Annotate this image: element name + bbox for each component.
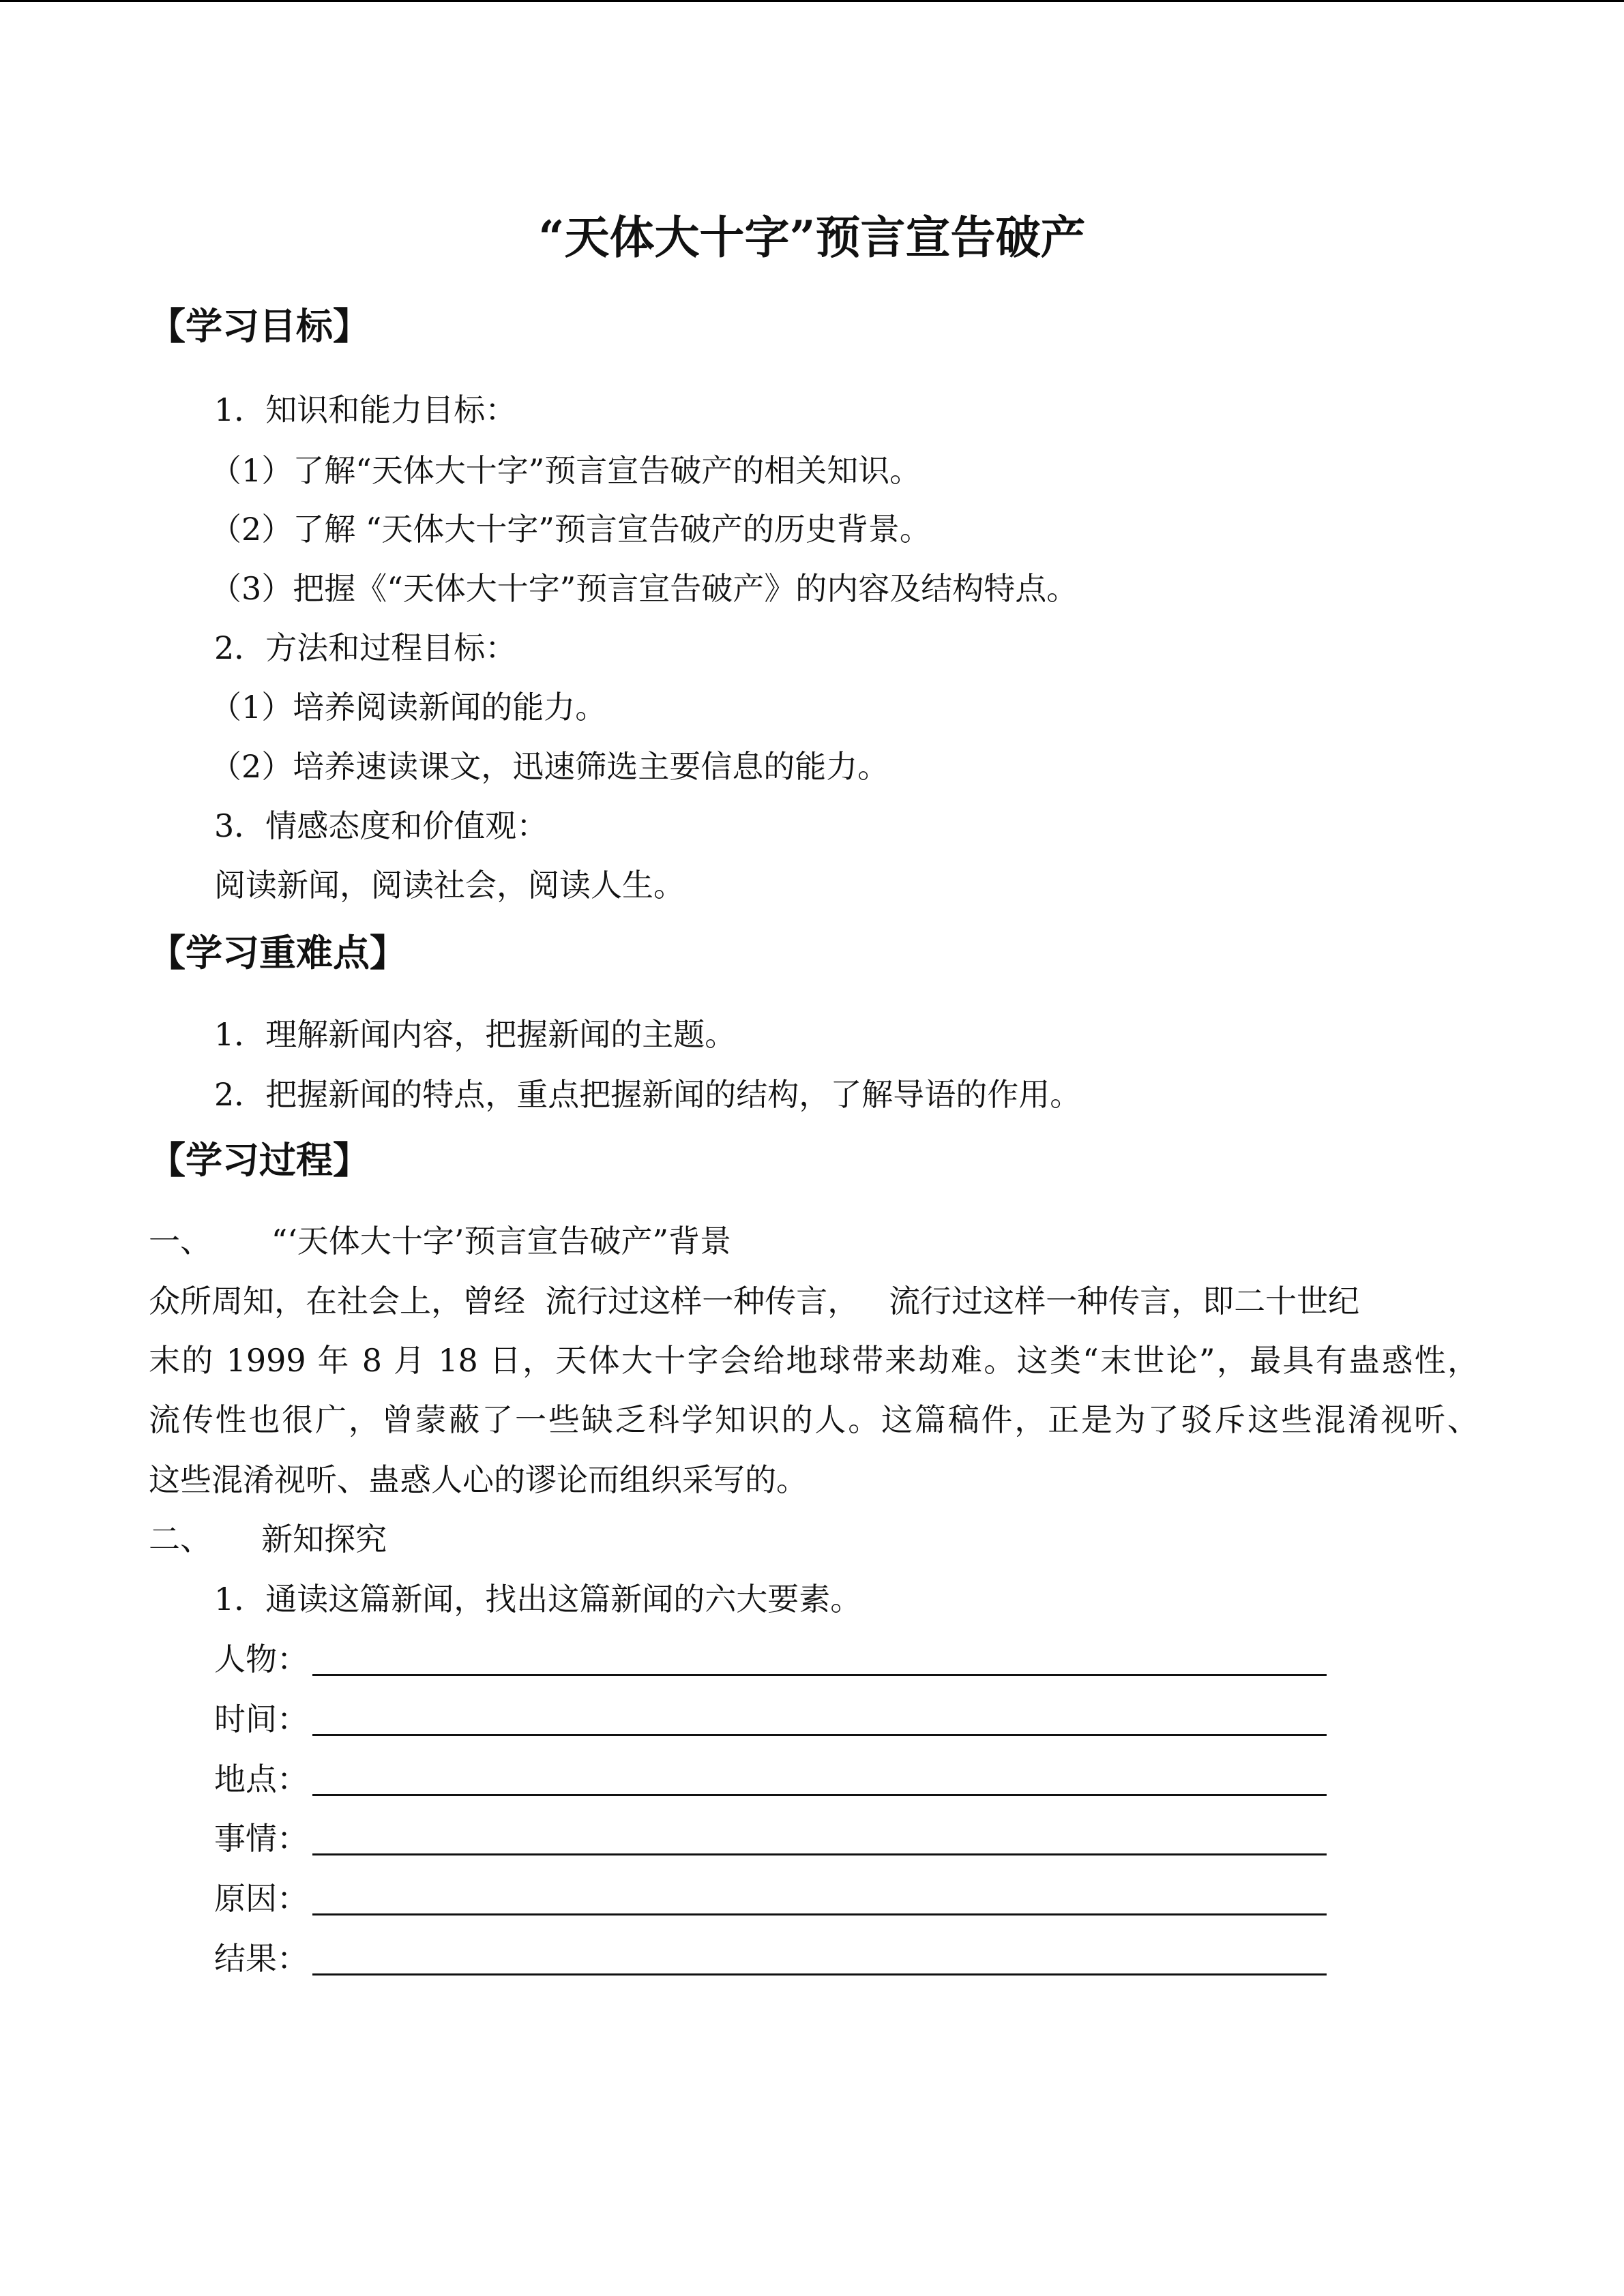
field-line-result[interactable] [312, 1973, 1327, 1976]
field-line-people[interactable] [312, 1674, 1327, 1676]
objective-item-2-1: （1）培养阅读新闻的能力。 [210, 689, 607, 726]
process-part-1-title: 一、 “‘天体大十字’预言宣告破产”背景 [149, 1223, 732, 1259]
key-point-item-2: 2．把握新闻的特点，重点把握新闻的结构，了解导语的作用。 [214, 1076, 1082, 1113]
section-heading-objectives: 【学习目标】 [149, 304, 370, 348]
field-label-time: 时间： [214, 1701, 308, 1738]
document-title: “天体大十字”预言宣告破产 [538, 211, 1086, 264]
objective-item-1-1: （1）了解“天体大十字”预言宣告破产的相关知识。 [210, 452, 921, 489]
objective-item-1-3: （3）把握《“天体大十字”预言宣告破产》的内容及结构特点。 [210, 570, 1078, 607]
section-heading-process: 【学习过程】 [149, 1138, 370, 1182]
process-part-2-title: 二、 新知探究 [149, 1521, 387, 1557]
objective-item-1: 1．知识和能力目标： [214, 391, 517, 428]
objective-item-2-2: （2）培养速读课文，迅速筛选主要信息的能力。 [210, 748, 889, 785]
section-heading-key-points: 【学习重难点】 [149, 931, 407, 974]
field-line-place[interactable] [312, 1794, 1327, 1796]
field-label-event: 事情： [214, 1820, 308, 1857]
field-line-event[interactable] [312, 1853, 1327, 1855]
background-paragraph-line-3: 流传性也很广，曾蒙蔽了一些缺乏科学知识的人。这篇稿件，正是为了驳斥这些混淆视听、 [149, 1401, 1479, 1438]
background-paragraph-line-2: 末的 1999 年 8 月 18 日，天体大十字会给地球带来劫难。这类“末世论”，最具有蛊惑性， [149, 1342, 1479, 1379]
process-part-2-item-1: 1．通读这篇新闻，找出这篇新闻的六大要素。 [214, 1581, 862, 1617]
objective-item-3-text: 阅读新闻，阅读社会，阅读人生。 [214, 867, 685, 904]
field-label-place: 地点： [214, 1761, 308, 1798]
key-point-item-1: 1．理解新闻内容，把握新闻的主题。 [214, 1016, 737, 1053]
field-line-time[interactable] [312, 1734, 1327, 1736]
objective-item-3: 3．情感态度和价值观： [214, 807, 548, 844]
background-paragraph-line-4: 这些混淆视听、蛊惑人心的谬论而组织采写的。 [149, 1461, 808, 1498]
page-top-border [0, 0, 1624, 2]
background-paragraph-line-1: 众所周知，在社会上，曾经 流行过这样一种传言， 流行过这样一种传言，即二十世纪 [149, 1283, 1360, 1320]
objective-item-2: 2．方法和过程目标： [214, 629, 517, 666]
field-label-result: 结果： [214, 1940, 308, 1977]
field-label-cause: 原因： [214, 1880, 308, 1917]
objective-item-1-2: （2）了解 “天体大十字”预言宣告破产的历史背景。 [210, 511, 931, 548]
field-line-cause[interactable] [312, 1913, 1327, 1915]
field-label-people: 人物： [214, 1641, 308, 1678]
